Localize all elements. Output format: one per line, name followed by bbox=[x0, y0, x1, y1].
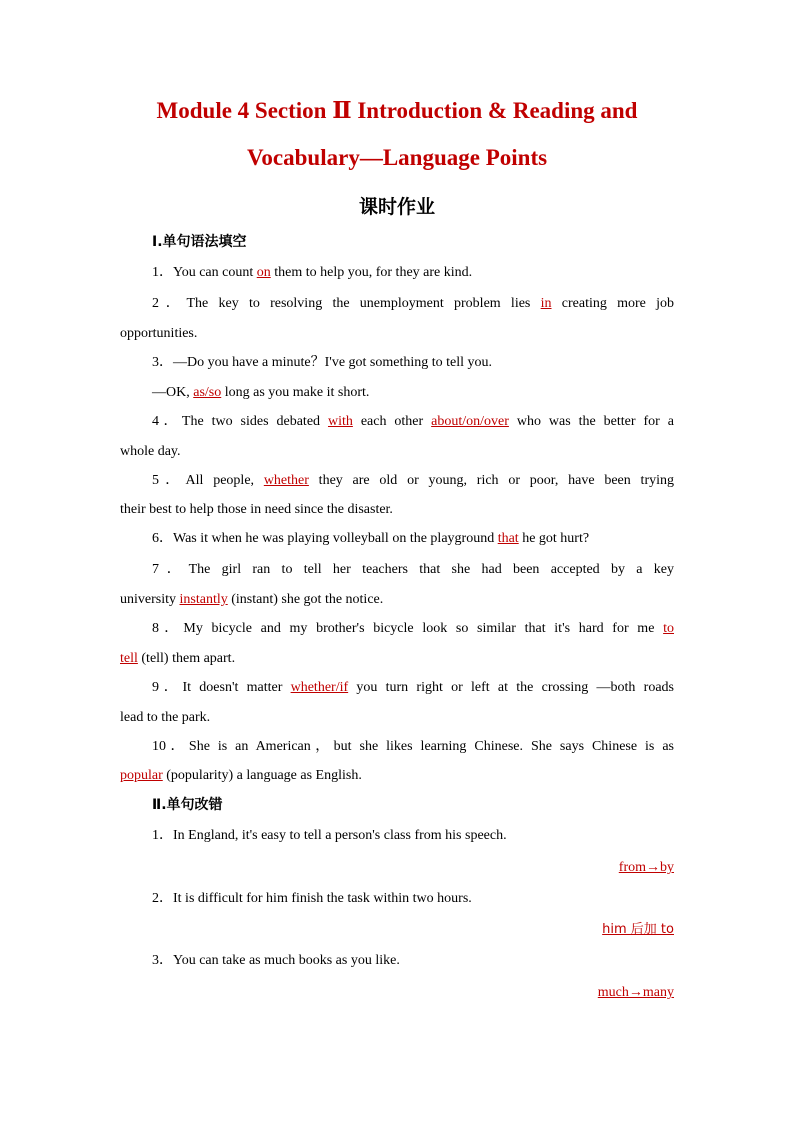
correction-2-2-answer: him 后加 to bbox=[602, 922, 674, 937]
correction-2-1: 1．In England, it's easy to tell a person's class from his speech. bbox=[152, 828, 507, 843]
answer-blank: about/on/over bbox=[431, 414, 509, 429]
answer-blank: as/so bbox=[193, 385, 222, 400]
correction-2-3-answer: much→many bbox=[597, 985, 674, 1000]
question-1-3-reply: —OK, as/so long as you make it short. bbox=[152, 385, 370, 400]
page-title-line-2: Vocabulary—Language Points bbox=[246, 145, 548, 170]
answer-blank: tell bbox=[120, 651, 138, 666]
page-title-line-1: Module 4 Section Ⅱ Introduction & Reading and bbox=[156, 98, 638, 123]
answer-blank: whether/if bbox=[290, 680, 349, 695]
question-1-8: 8．My bicycle and my brother's bicycle look so similar that it's hard for me to bbox=[152, 621, 674, 636]
question-1-3: 3．—Do you have a minute？I've got something to tell you. bbox=[152, 355, 493, 370]
page-subtitle: 课时作业 bbox=[358, 196, 435, 218]
section-1-heading: Ⅰ.单句语法填空 bbox=[152, 234, 247, 250]
answer-blank: instantly bbox=[179, 592, 228, 607]
question-1-10-cont: popular (popularity) a language as English. bbox=[120, 768, 362, 783]
question-1-2: 2．The key to resolving the unemployment problem lies in creating more job bbox=[152, 296, 674, 311]
correction-2-2: 2．It is difficult for him finish the task within two hours. bbox=[152, 891, 472, 906]
question-1-8-cont: tell (tell) them apart. bbox=[120, 651, 236, 666]
question-1-1: 1．You can count on them to help you, for they are kind. bbox=[152, 265, 473, 280]
question-1-9-cont: lead to the park. bbox=[120, 710, 211, 725]
answer-blank: to bbox=[663, 621, 674, 636]
answer-blank: on bbox=[256, 265, 271, 280]
question-1-9: 9．It doesn't matter whether/if you turn right or left at the crossing —both roads bbox=[152, 680, 674, 695]
question-1-4-cont: whole day. bbox=[120, 444, 181, 459]
correction-2-1-answer: from→by bbox=[618, 860, 674, 875]
question-1-5-cont: their best to help those in need since the disaster. bbox=[120, 502, 393, 517]
question-1-7: 7．The girl ran to tell her teachers that she had been accepted by a key bbox=[152, 562, 674, 577]
question-1-4: 4．The two sides debated with each other about/on/over who was the better for a bbox=[152, 414, 674, 429]
answer-blank: whether bbox=[263, 473, 309, 488]
question-1-10: 10．She is an American，but she likes learning Chinese. She says Chinese is as bbox=[152, 739, 674, 754]
answer-blank: with bbox=[327, 414, 353, 429]
question-1-7-cont: university instantly (instant) she got the notice. bbox=[120, 592, 384, 607]
answer-blank: in bbox=[540, 296, 552, 311]
answer-blank: that bbox=[497, 531, 519, 546]
answer-blank: popular bbox=[120, 768, 163, 783]
question-1-6: 6．Was it when he was playing volleyball on the playground that he got hurt? bbox=[152, 531, 590, 546]
question-1-2-cont: opportunities. bbox=[120, 326, 198, 341]
section-2-heading: Ⅱ.单句改错 bbox=[152, 797, 223, 813]
question-1-5: 5．All people, whether they are old or young, rich or poor, have been trying bbox=[152, 473, 674, 488]
correction-2-3: 3．You can take as much books as you like. bbox=[152, 953, 400, 968]
